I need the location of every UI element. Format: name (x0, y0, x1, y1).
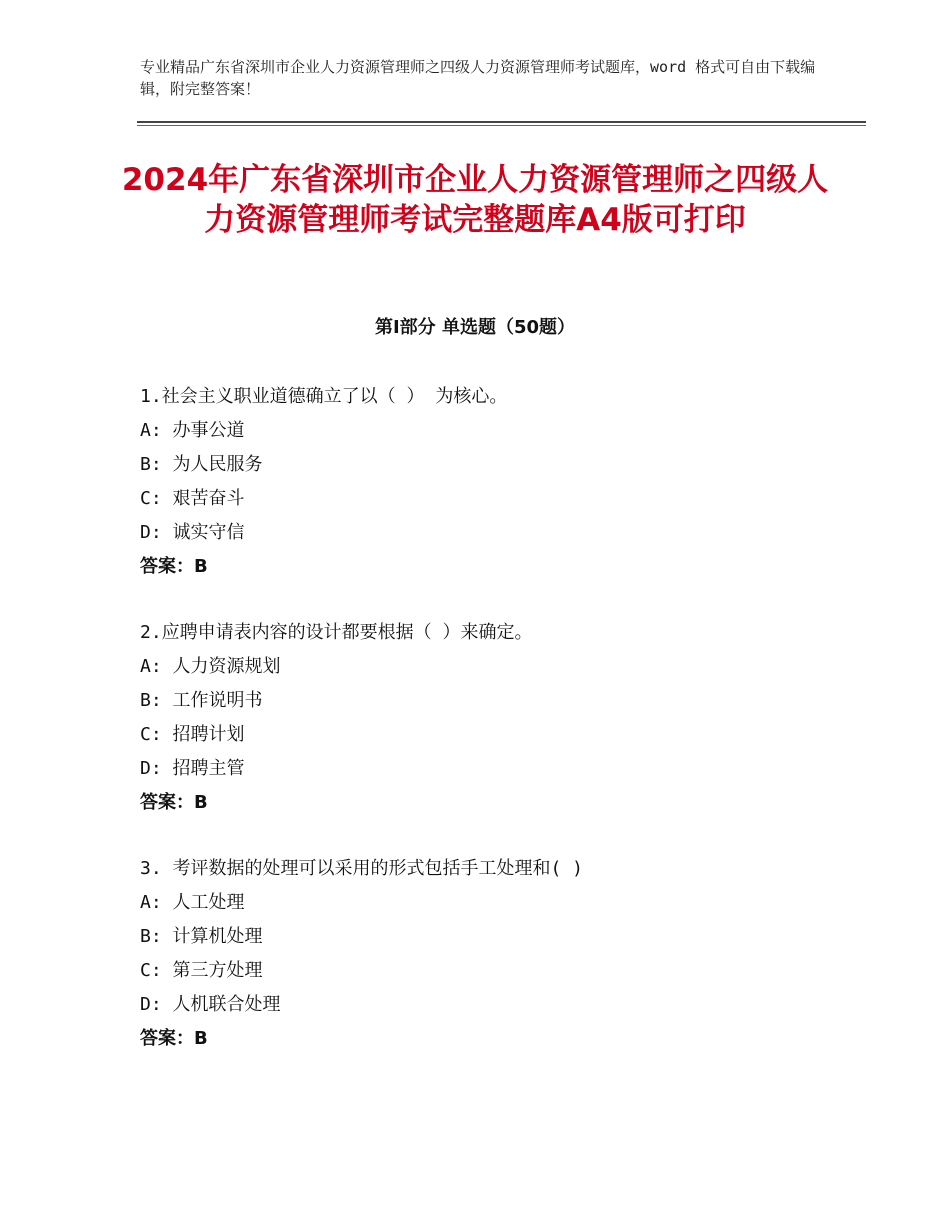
option-a: A: 人工处理 (140, 892, 245, 913)
question-stem: 1.社会主义职业道德确立了以（ ） 为核心。 (140, 386, 508, 407)
option-a: A: 办事公道 (140, 420, 245, 441)
option-c: C: 招聘计划 (140, 724, 245, 745)
option-c: C: 艰苦奋斗 (140, 488, 245, 509)
document-title: 2024年广东省深圳市企业人力资源管理师之四级人力资源管理师考试完整题库A4版可打印 (121, 162, 829, 238)
question-item (140, 852, 840, 1056)
option-c: C: 第三方处理 (140, 960, 263, 981)
answer-line: 答案：B (140, 1028, 208, 1049)
option-d: D: 招聘主管 (140, 758, 245, 779)
option-b: B: 为人民服务 (140, 454, 263, 475)
answer-line: 答案：B (140, 792, 208, 813)
option-a: A: 人力资源规划 (140, 656, 281, 677)
header-divider-thin (137, 125, 866, 126)
question-stem: 3. 考评数据的处理可以采用的形式包括手工处理和( ) (140, 858, 584, 879)
option-d: D: 人机联合处理 (140, 994, 281, 1015)
question-item (140, 380, 840, 584)
option-b: B: 计算机处理 (140, 926, 263, 947)
header-divider-thick (137, 121, 866, 123)
option-b: B: 工作说明书 (140, 690, 263, 711)
question-item (140, 616, 840, 820)
header-note: 专业精品广东省深圳市企业人力资源管理师之四级人力资源管理师考试题库，word 格式可自由下载编辑，附完整答案！ (140, 58, 816, 98)
question-stem: 2.应聘申请表内容的设计都要根据（ ）来确定。 (140, 622, 533, 643)
option-d: D: 诚实守信 (140, 522, 245, 543)
section-title: 第Ⅰ部分 单选题（50题） (374, 317, 575, 338)
answer-line: 答案：B (140, 556, 208, 577)
question-list (140, 380, 840, 1088)
